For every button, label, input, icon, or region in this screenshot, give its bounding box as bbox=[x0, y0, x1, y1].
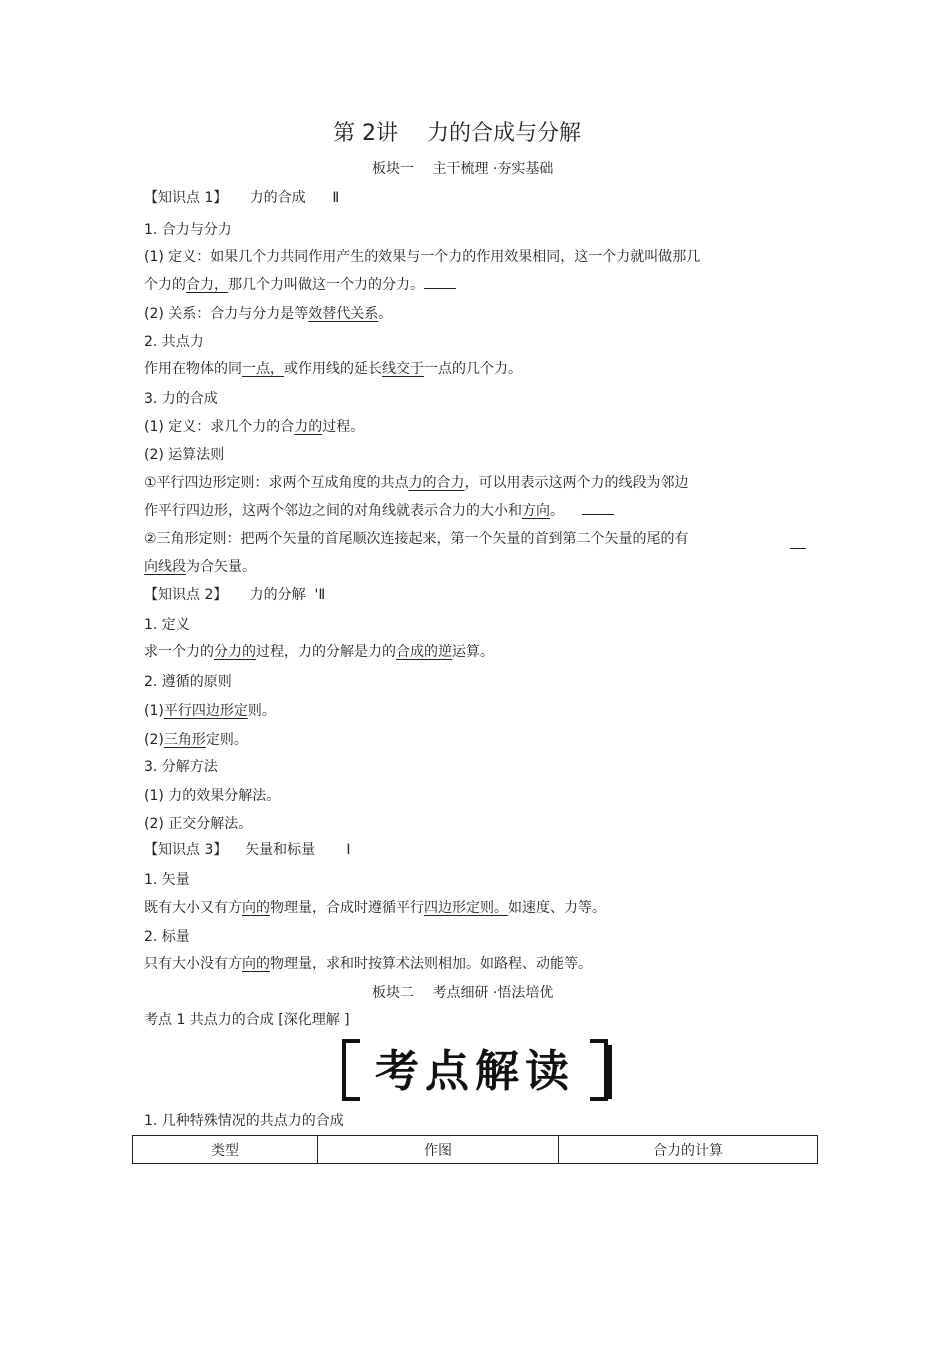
underlined-answer: 合成的逆 bbox=[396, 644, 452, 660]
kp-name: 力的分解 bbox=[249, 587, 306, 603]
paragraph bbox=[144, 418, 364, 436]
paragraph bbox=[144, 276, 456, 294]
underlined-answer: 力的 bbox=[294, 419, 323, 435]
kp-label: 【知识点 3】 bbox=[144, 842, 228, 858]
underlined-answer: 合力， bbox=[186, 277, 228, 293]
page-title: 第 2讲 力的合成与分解 bbox=[333, 121, 581, 146]
text: 过程。 bbox=[322, 419, 365, 435]
underlined-answer: 向的 bbox=[242, 956, 270, 972]
kp-name: 力的合成 bbox=[249, 190, 306, 206]
text: 那几个力叫做这一个力的分力。 bbox=[228, 277, 424, 293]
paragraph bbox=[144, 502, 614, 520]
paragraph bbox=[144, 305, 392, 323]
text: 。 bbox=[378, 306, 393, 322]
text: 物理量，求和时按算术法则相加。如路程、动能等。 bbox=[270, 956, 592, 972]
paragraph bbox=[144, 643, 494, 661]
right-bracket-icon bbox=[590, 1039, 608, 1101]
answer-blank bbox=[424, 276, 456, 289]
kp-name: 矢量和标量 bbox=[245, 842, 316, 858]
section-heading-block2: 板块二 考点细研 ·悟法培优 bbox=[372, 985, 554, 1001]
text: 定则。 bbox=[205, 732, 248, 748]
text: ，可以用表示这两个力的线段为邻边 bbox=[464, 475, 689, 491]
item-heading: 2. 共点力 bbox=[144, 334, 204, 350]
underlined-answer: 四边形定则。 bbox=[424, 900, 508, 916]
item-heading: 1. 矢量 bbox=[144, 872, 190, 888]
text: 只有大小没有方 bbox=[144, 956, 242, 972]
section-heading-block1: 板块一 主干梳理 ·夯实基础 bbox=[372, 161, 554, 177]
paragraph: (2) 运算法则 bbox=[144, 447, 225, 463]
paragraph bbox=[144, 731, 248, 749]
underlined-answer: 向的 bbox=[242, 900, 270, 916]
text: (1) 定义：求几个力的合 bbox=[144, 419, 295, 435]
text: (2) bbox=[144, 732, 164, 748]
paragraph bbox=[144, 702, 276, 720]
underlined-answer: 平行四边形定 bbox=[163, 703, 248, 719]
left-bracket-icon bbox=[342, 1039, 360, 1101]
text: 作平行四边形，这两个邻边之间的对角线就表示合力的大小和 bbox=[144, 503, 522, 519]
paragraph: (1) 力的效果分解法。 bbox=[144, 788, 281, 804]
paragraph bbox=[144, 558, 256, 576]
table-header-cell: 类型 bbox=[133, 1136, 318, 1164]
text: ①平行四边形定则：求两个互成角度的共点 bbox=[144, 475, 409, 491]
paragraph: ②三角形定则：把两个矢量的首尾顺次连接起来，第一个矢量的首到第二个矢量的尾的有 bbox=[144, 531, 689, 547]
paragraph: (1) 定义：如果几个力共同作用产生的效果与一个力的作用效果相同，这一个力就叫做那几 bbox=[144, 249, 701, 265]
answer-blank bbox=[582, 502, 614, 515]
underlined-answer: 力的合力 bbox=[408, 475, 465, 491]
force-types-table bbox=[132, 1135, 818, 1164]
text: 过程，力的分解是力的 bbox=[256, 644, 396, 660]
paragraph: (2) 正交分解法。 bbox=[144, 816, 253, 832]
underlined-answer: 向线段 bbox=[144, 559, 186, 575]
text: 则。 bbox=[247, 703, 276, 719]
banner-title: 考点解读 bbox=[375, 1046, 575, 1097]
text: 作用在物体的同 bbox=[144, 361, 242, 377]
item-heading: 2. 标量 bbox=[144, 929, 190, 945]
banner-shadow bbox=[608, 1045, 612, 1099]
knowledge-point-2-heading bbox=[144, 586, 325, 604]
text: 或作用线的延长 bbox=[284, 361, 382, 377]
text: 物理量，合成时遵循平行 bbox=[270, 900, 424, 916]
text: 既有大小又有方 bbox=[144, 900, 242, 916]
text: (1) bbox=[144, 703, 164, 719]
text: 求一个力的 bbox=[144, 644, 214, 660]
paragraph bbox=[144, 955, 592, 973]
item-heading: 3. 分解方法 bbox=[144, 759, 218, 775]
text: 一点的几个力。 bbox=[424, 361, 522, 377]
table-header-cell: 合力的计算 bbox=[559, 1136, 818, 1164]
kp-level: Ⅰ bbox=[346, 842, 351, 858]
underlined-answer: 一点， bbox=[242, 361, 284, 377]
table-header-row bbox=[133, 1136, 818, 1164]
item-heading: 1. 几种特殊情况的共点力的合成 bbox=[144, 1113, 344, 1129]
text: (2) 关系：合力与分力是等 bbox=[144, 306, 309, 322]
exam-point-banner bbox=[342, 1037, 608, 1097]
text: 为合矢量。 bbox=[186, 559, 256, 575]
table-header-cell: 作图 bbox=[318, 1136, 559, 1164]
item-heading: 2. 遵循的原则 bbox=[144, 674, 232, 690]
item-heading: 3. 力的合成 bbox=[144, 391, 218, 407]
item-heading: 1. 合力与分力 bbox=[144, 222, 232, 238]
kp-level: 'Ⅱ bbox=[314, 587, 326, 603]
answer-blank bbox=[790, 548, 806, 549]
underlined-answer: 分力的 bbox=[214, 644, 256, 660]
underlined-answer: 方向 bbox=[522, 503, 550, 519]
paragraph bbox=[144, 360, 522, 378]
kp-label: 【知识点 1】 bbox=[144, 190, 228, 206]
underlined-answer: 三角形 bbox=[163, 732, 206, 748]
knowledge-point-3-heading bbox=[144, 841, 350, 859]
paragraph bbox=[144, 474, 689, 492]
paragraph bbox=[144, 899, 606, 917]
knowledge-point-1-heading bbox=[144, 189, 339, 207]
kp-label: 【知识点 2】 bbox=[144, 587, 228, 603]
underlined-answer: 效替代关系 bbox=[308, 306, 379, 322]
item-heading: 1. 定义 bbox=[144, 617, 190, 633]
kp-level: Ⅱ bbox=[332, 190, 340, 206]
text: 如速度、力等。 bbox=[508, 900, 606, 916]
exam-point-heading: 考点 1 共点力的合成 [深化理解 ] bbox=[144, 1012, 350, 1028]
text: 个力的 bbox=[144, 277, 186, 293]
underlined-answer: 线交于 bbox=[382, 361, 424, 377]
text: 运算。 bbox=[452, 644, 494, 660]
text: 。 bbox=[550, 503, 564, 519]
